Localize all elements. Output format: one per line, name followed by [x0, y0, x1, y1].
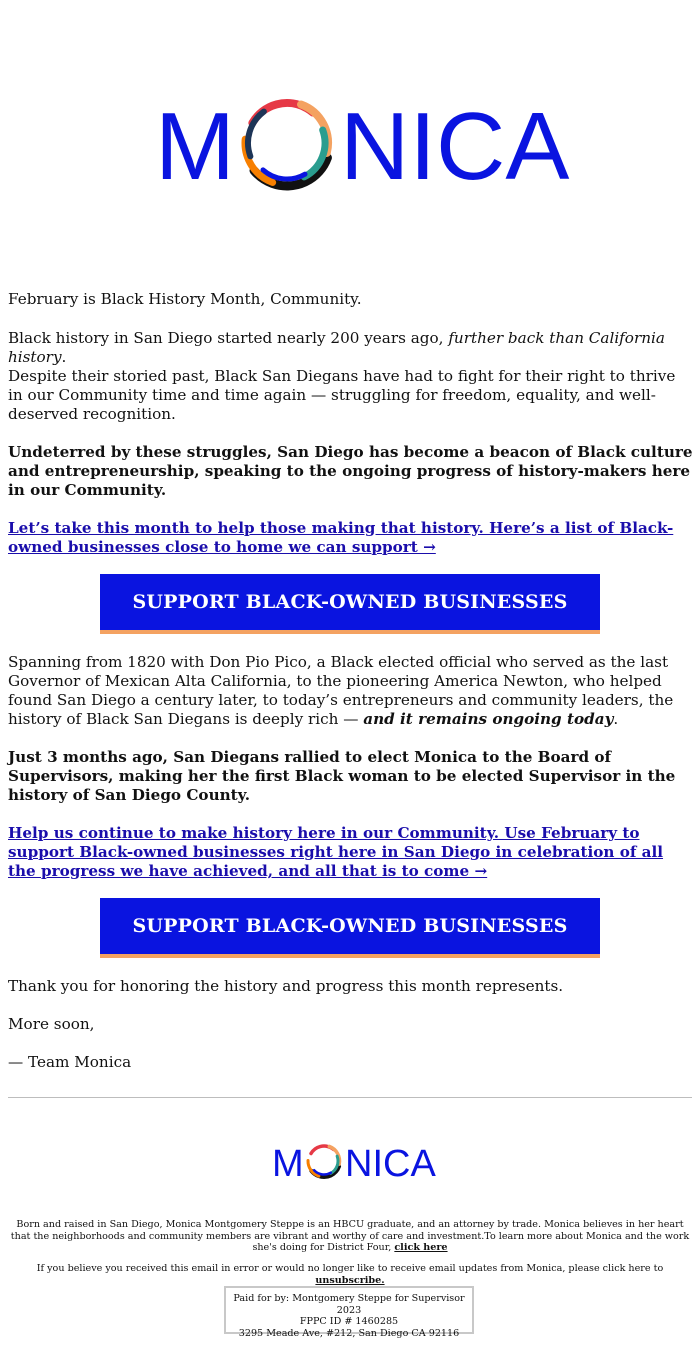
struggle-paragraph: Despite their storied past, Black San Diegans have had to fight for their right to thrive in our Community time and time again — struggling for freedom, equality, and well-deserved recognition. [8, 367, 676, 423]
more-soon-paragraph: More soon, [8, 1015, 95, 1033]
monica-logo-footer-graphic [0, 1138, 700, 1182]
monica-logo-graphic [0, 85, 700, 195]
monica-logo [0, 85, 700, 195]
beacon-paragraph: Undeterred by these struggles, San Diego has become a beacon of Black culture and entrepreneurship, speaking to the ongoing progress of history-makers here in our Community. [8, 443, 693, 499]
footer-logo-letter-m: M [272, 1143, 304, 1182]
unsubscribe-link[interactable]: unsubscribe. [315, 1274, 385, 1286]
election-paragraph: Just 3 months ago, San Diegans rallied to elect Monica to the Board of Supervisors, making her the first Black woman to be elected Supervisor in the history of San Diego County. [8, 748, 676, 804]
monica-logo-footer [0, 1138, 700, 1182]
support-black-owned-businesses-button-2[interactable]: SUPPORT BLACK-OWNED BUSINESSES [100, 898, 600, 958]
fppc-id-line: FPPC ID # 1460285 [299, 1316, 399, 1327]
footer-divider [8, 1097, 692, 1098]
continue-history-link[interactable]: Help us continue to make history here in our Community. Use February to support Black-owned businesses right here in San Diego in celebration of all the progress we have achieved, and all that is to come → [8, 824, 664, 880]
thank-you-paragraph: Thank you for honoring the history and progress this month represents. [8, 977, 564, 995]
continue-link-paragraph [8, 824, 694, 881]
paid-for-box [224, 1286, 474, 1339]
footer-logo-letters-nica: NICA [345, 1143, 436, 1182]
footer-logo-ring-o [303, 1140, 344, 1181]
footer-unsubscribe-note: If you believe you received this email in error or would no longer like to receive email updates from Monica, please click here to unsubscribe. [36, 1263, 664, 1286]
logo-letters-nica: NICA [340, 93, 570, 195]
logo-letter-m: M [155, 93, 235, 195]
address-line: 3295 Meade Ave, #212, San Diego CA 92116 [238, 1327, 460, 1339]
paid-for-line: Paid for by: Montgomery Steppe for Supervisor 2023 [233, 1293, 465, 1316]
signature: — Team Monica [8, 1053, 132, 1071]
footer-bio: Born and raised in San Diego, Monica Montgomery Steppe is an HBCU graduate, and an attorney by trade. Monica believes in her heart that the neighborhoods and community members are vibrant and worthy of care and investment.To learn more about Monica and the work she's doing for District Four, click here [10, 1219, 690, 1253]
spanning-paragraph: Spanning from 1820 with Don Pio Pico, a Black elected official who served as the last Governor of Mexican Alta California, to the pioneering America Newton, who helped found San Diego a century later, to today’s entrepreneurs and community leaders, the history of Black San Diegans is deeply rich — and it remains ongoing today. [8, 653, 674, 728]
learn-more-link[interactable]: click here [394, 1242, 448, 1253]
history-paragraph: Black history in San Diego started nearly 200 years ago, further back than California history. [8, 329, 665, 366]
business-list-link[interactable]: Let’s take this month to help those making that history. Here’s a list of Black-owned businesses close to home we can support → [8, 519, 674, 556]
greeting-paragraph: February is Black History Month, Community. [8, 290, 362, 308]
support-link-paragraph [8, 519, 694, 557]
support-black-owned-businesses-button[interactable]: SUPPORT BLACK-OWNED BUSINESSES [100, 574, 600, 634]
logo-ring-o [232, 88, 342, 195]
